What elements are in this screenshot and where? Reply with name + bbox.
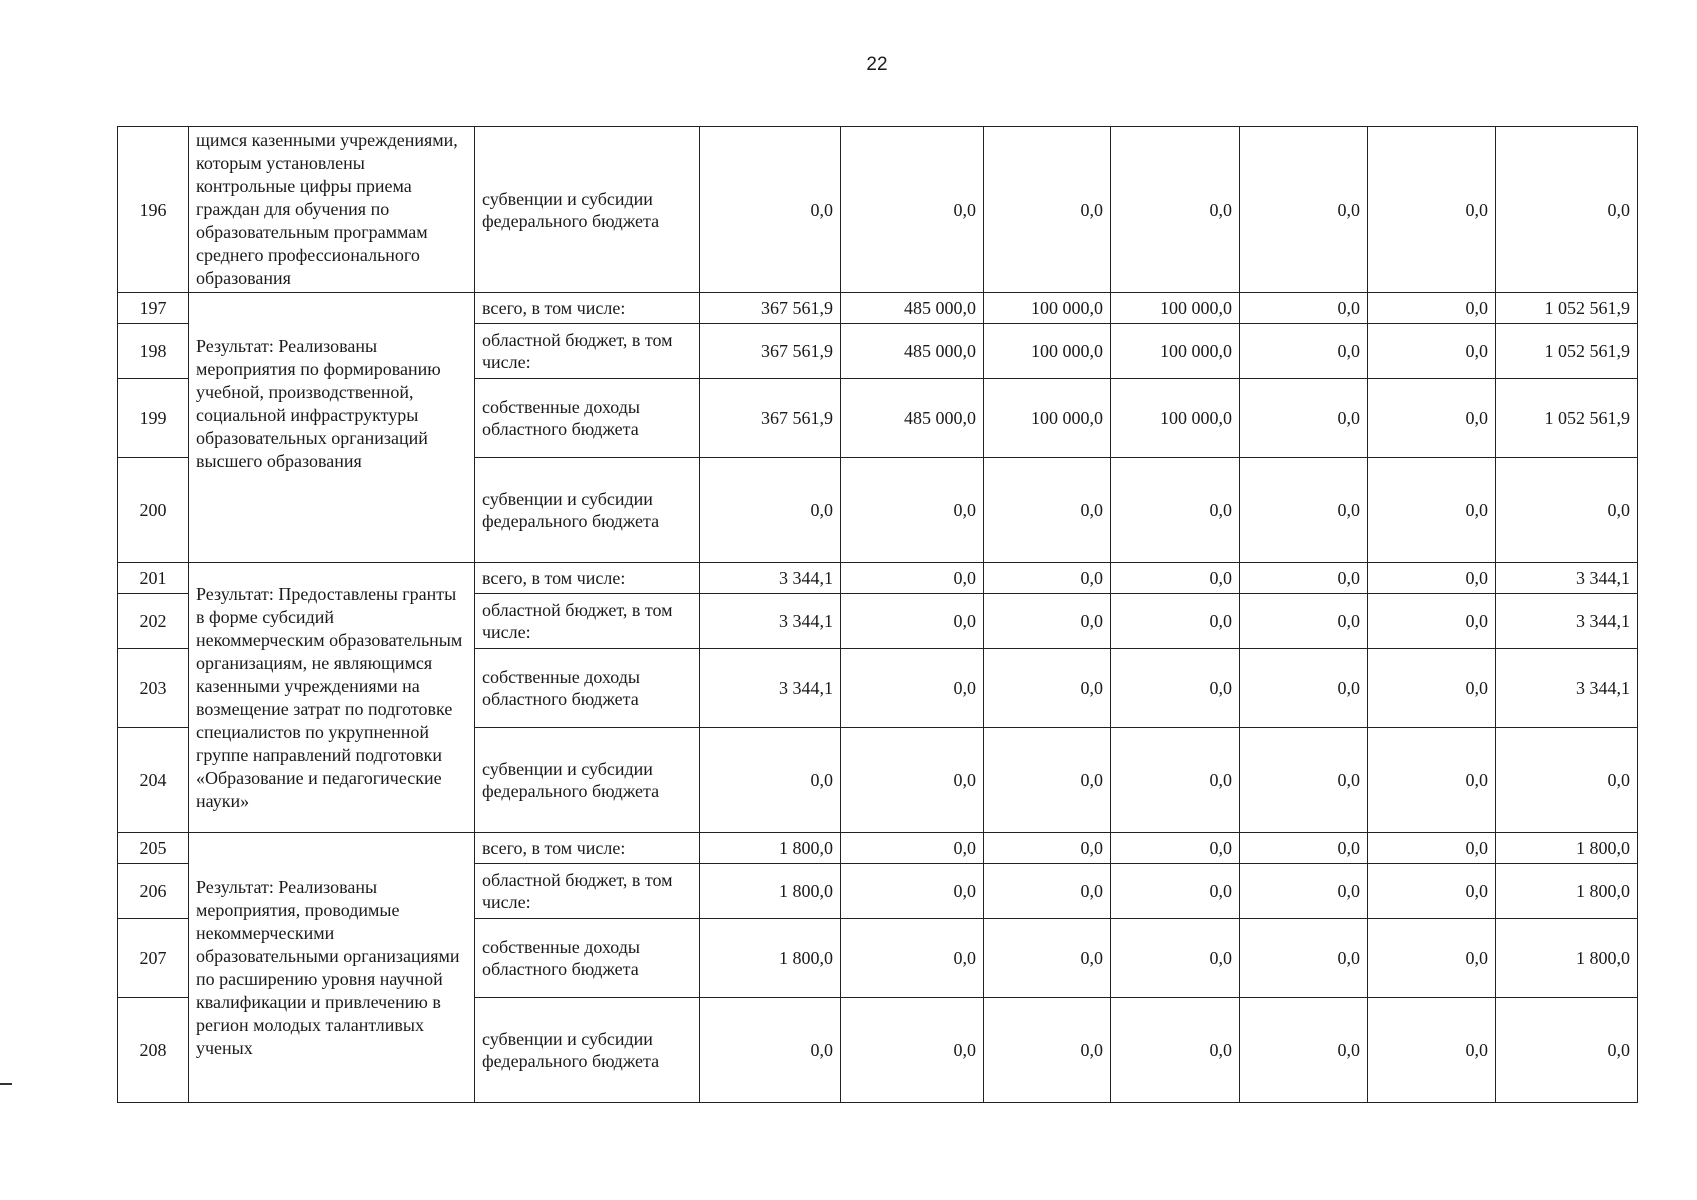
value-cell: 3 344,1 (700, 563, 841, 594)
total-cell: 1 052 561,9 (1496, 379, 1638, 458)
funding-source: субвенции и субсидии федерального бюджета (475, 458, 700, 563)
value-cell: 0,0 (984, 864, 1111, 919)
value-cell: 1 800,0 (700, 919, 841, 998)
funding-source: всего, в том числе: (475, 833, 700, 864)
value-cell: 0,0 (1368, 998, 1496, 1103)
row-number: 206 (118, 864, 189, 919)
funding-source: субвенции и субсидии федерального бюджета (475, 998, 700, 1103)
margin-mark (0, 1083, 12, 1085)
table-row (118, 127, 1638, 293)
funding-source: всего, в том числе: (475, 293, 700, 324)
total-cell: 1 800,0 (1496, 919, 1638, 998)
total-cell: 0,0 (1496, 458, 1638, 563)
value-cell: 0,0 (841, 728, 984, 833)
value-cell: 100 000,0 (984, 324, 1111, 379)
value-cell: 0,0 (1368, 728, 1496, 833)
value-cell: 0,0 (1111, 594, 1240, 649)
value-cell: 0,0 (1111, 127, 1240, 293)
value-cell: 0,0 (1111, 649, 1240, 728)
value-cell: 0,0 (700, 728, 841, 833)
row-number: 207 (118, 919, 189, 998)
funding-source: областной бюджет, в том числе: (475, 594, 700, 649)
funding-source: всего, в том числе: (475, 563, 700, 594)
value-cell: 0,0 (1368, 594, 1496, 649)
result-description: Результат: Реализованы мероприятия по формированию учебной, производственной, социальной инфраструктуры образовательных организаций высшего образования (189, 293, 475, 563)
value-cell: 0,0 (841, 563, 984, 594)
row-number: 202 (118, 594, 189, 649)
row-number: 201 (118, 563, 189, 594)
value-cell: 0,0 (1368, 864, 1496, 919)
page-number: 22 (866, 54, 888, 75)
total-cell: 1 052 561,9 (1496, 293, 1638, 324)
value-cell: 0,0 (1240, 127, 1368, 293)
value-cell: 0,0 (984, 594, 1111, 649)
budget-table (117, 126, 1638, 1103)
funding-source: областной бюджет, в том числе: (475, 864, 700, 919)
table-row (118, 833, 1638, 864)
value-cell: 0,0 (1240, 919, 1368, 998)
result-description: Результат: Реализованы мероприятия, проводимые некоммерческими образовательными организациями по расширению уровня научной квалификации и привлечению в регион молодых талантливых ученых (189, 833, 475, 1103)
value-cell: 0,0 (841, 833, 984, 864)
value-cell: 0,0 (1111, 833, 1240, 864)
result-description: Результат: Предоставлены гранты в форме субсидий некоммерческим образовательным организациям, не являющимся казенными учреждениями на возмещение затрат по подготовке специалистов по укрупненной группе направлений подготовки «Образование и педагогические науки» (189, 563, 475, 833)
value-cell: 0,0 (700, 998, 841, 1103)
value-cell: 100 000,0 (984, 379, 1111, 458)
total-cell: 3 344,1 (1496, 594, 1638, 649)
value-cell: 0,0 (1240, 458, 1368, 563)
value-cell: 0,0 (1368, 919, 1496, 998)
value-cell: 0,0 (1368, 833, 1496, 864)
value-cell: 0,0 (841, 458, 984, 563)
value-cell: 0,0 (841, 998, 984, 1103)
funding-source: собственные доходы областного бюджета (475, 649, 700, 728)
row-number: 199 (118, 379, 189, 458)
value-cell: 1 800,0 (700, 864, 841, 919)
value-cell: 0,0 (1368, 458, 1496, 563)
value-cell: 0,0 (1368, 649, 1496, 728)
value-cell: 0,0 (1240, 649, 1368, 728)
value-cell: 0,0 (841, 864, 984, 919)
funding-source: субвенции и субсидии федерального бюджета (475, 127, 700, 293)
value-cell: 0,0 (1368, 127, 1496, 293)
row-number: 197 (118, 293, 189, 324)
funding-source: собственные доходы областного бюджета (475, 379, 700, 458)
value-cell: 100 000,0 (984, 293, 1111, 324)
row-number: 204 (118, 728, 189, 833)
table-row (118, 293, 1638, 324)
row-number: 203 (118, 649, 189, 728)
value-cell: 0,0 (984, 127, 1111, 293)
total-cell: 1 800,0 (1496, 864, 1638, 919)
value-cell: 0,0 (1368, 324, 1496, 379)
value-cell: 0,0 (984, 833, 1111, 864)
value-cell: 367 561,9 (700, 324, 841, 379)
row-number: 208 (118, 998, 189, 1103)
value-cell: 0,0 (1111, 998, 1240, 1103)
table-row (118, 563, 1638, 594)
value-cell: 485 000,0 (841, 324, 984, 379)
value-cell: 0,0 (1111, 728, 1240, 833)
value-cell: 485 000,0 (841, 379, 984, 458)
value-cell: 0,0 (1240, 833, 1368, 864)
funding-source: собственные доходы областного бюджета (475, 919, 700, 998)
value-cell: 0,0 (984, 919, 1111, 998)
value-cell: 367 561,9 (700, 379, 841, 458)
value-cell: 0,0 (1111, 458, 1240, 563)
value-cell: 0,0 (984, 458, 1111, 563)
total-cell: 1 800,0 (1496, 833, 1638, 864)
value-cell: 3 344,1 (700, 594, 841, 649)
value-cell: 0,0 (984, 563, 1111, 594)
row-number: 198 (118, 324, 189, 379)
total-cell: 0,0 (1496, 127, 1638, 293)
total-cell: 3 344,1 (1496, 649, 1638, 728)
value-cell: 485 000,0 (841, 293, 984, 324)
value-cell: 1 800,0 (700, 833, 841, 864)
total-cell: 0,0 (1496, 998, 1638, 1103)
value-cell: 0,0 (1368, 379, 1496, 458)
funding-source: субвенции и субсидии федерального бюджета (475, 728, 700, 833)
value-cell: 0,0 (1240, 728, 1368, 833)
value-cell: 0,0 (1368, 293, 1496, 324)
total-cell: 1 052 561,9 (1496, 324, 1638, 379)
value-cell: 0,0 (700, 127, 841, 293)
value-cell: 0,0 (1240, 998, 1368, 1103)
value-cell: 0,0 (1240, 293, 1368, 324)
total-cell: 0,0 (1496, 728, 1638, 833)
value-cell: 0,0 (700, 458, 841, 563)
value-cell: 100 000,0 (1111, 379, 1240, 458)
value-cell: 0,0 (1368, 563, 1496, 594)
value-cell: 0,0 (984, 728, 1111, 833)
funding-source: областной бюджет, в том числе: (475, 324, 700, 379)
value-cell: 0,0 (841, 127, 984, 293)
value-cell: 0,0 (1111, 864, 1240, 919)
value-cell: 0,0 (984, 998, 1111, 1103)
value-cell: 0,0 (984, 649, 1111, 728)
value-cell: 0,0 (1111, 919, 1240, 998)
value-cell: 0,0 (841, 594, 984, 649)
value-cell: 3 344,1 (700, 649, 841, 728)
row-number: 205 (118, 833, 189, 864)
value-cell: 367 561,9 (700, 293, 841, 324)
row-number: 200 (118, 458, 189, 563)
row-number: 196 (118, 127, 189, 293)
value-cell: 0,0 (841, 919, 984, 998)
value-cell: 0,0 (841, 649, 984, 728)
value-cell: 0,0 (1240, 379, 1368, 458)
result-description: щимся казенными учреждениями, которым установлены контрольные цифры приема граждан для обучения по образовательным программам среднего профессионального образования (189, 127, 475, 293)
value-cell: 100 000,0 (1111, 324, 1240, 379)
value-cell: 0,0 (1240, 594, 1368, 649)
value-cell: 0,0 (1240, 563, 1368, 594)
value-cell: 0,0 (1111, 563, 1240, 594)
value-cell: 0,0 (1240, 324, 1368, 379)
total-cell: 3 344,1 (1496, 563, 1638, 594)
value-cell: 100 000,0 (1111, 293, 1240, 324)
value-cell: 0,0 (1240, 864, 1368, 919)
